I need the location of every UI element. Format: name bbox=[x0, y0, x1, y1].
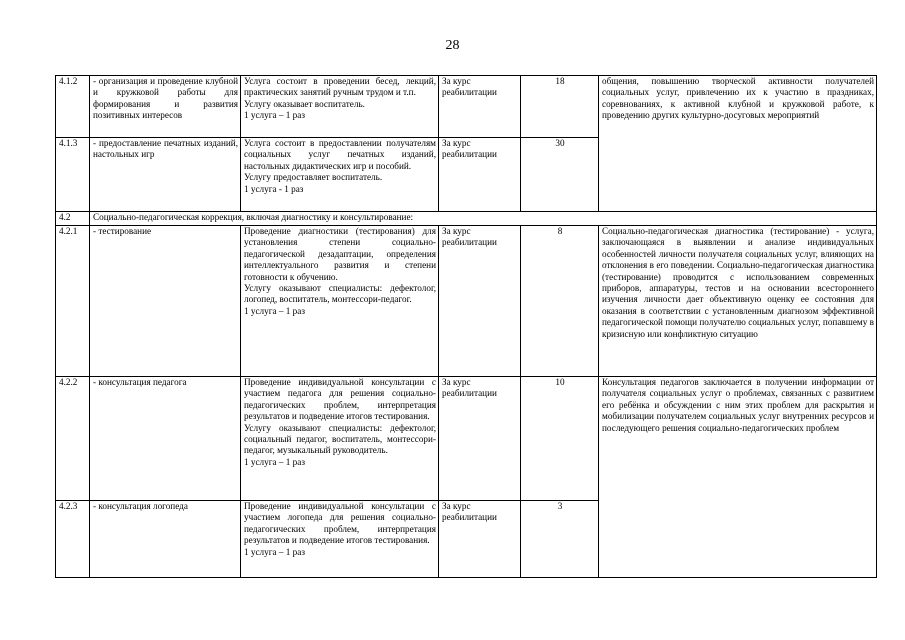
section-row bbox=[56, 212, 877, 226]
description-provider: Услугу оказывает воспитатель. bbox=[244, 98, 365, 109]
description-text: Проведение диагностики (тестирования) для установления степени социально-педагогической дезадаптации, определения интеллектуального развития и степени готовности к обучению. bbox=[244, 226, 436, 282]
service-note: Социально-педагогическая диагностика (тестирование) - услуга, заключающаяся в выявлении и анализе индивидуальных особенностей личности получателя социальных услуг, влияющих на отклонения в его поведении. Социально-педагогическая диагностика (тестирование) проводится с использованием современных приборов, аппаратуры, тестов и на основании всестороннего изучения личности дает объективную оценку ее состояния для оказания в соответствии с установленным диагнозом эффективной педагогической помощи получателю социальных услуг, попавшему в кризисную или конфликтную ситуацию bbox=[599, 226, 877, 377]
service-note: Консультация педагогов заключается в получении информации от получателя социальных услуг о проблемах, связанных с развитием его ребёнка и обсуждении с ним этих проблем для раскрытия и мобилизации получателем социальных услуг внутренних ресурсов и последующего решения социально-педагогических проблем bbox=[599, 377, 877, 578]
service-term: За курс реабилитации bbox=[439, 501, 521, 578]
row-number: 4.2.3 bbox=[56, 501, 90, 578]
description-unit: 1 услуга - 1 раз bbox=[244, 183, 304, 194]
service-description bbox=[241, 138, 439, 212]
service-term: За курс реабилитации bbox=[439, 226, 521, 377]
service-name: - тестирование bbox=[90, 226, 241, 377]
service-count: 10 bbox=[521, 377, 599, 501]
section-title: Социально-педагогическая коррекция, включая диагностику и консультирование: bbox=[90, 212, 877, 226]
service-name: - предоставление печатных изданий, настольных игр bbox=[90, 138, 241, 212]
description-provider: Услугу оказывают специалисты: дефектолог, логопед, воспитатель, монтессори-педагог. bbox=[244, 283, 436, 305]
service-description bbox=[241, 377, 439, 501]
table-row bbox=[56, 377, 877, 501]
service-term: За курс реабилитации bbox=[439, 377, 521, 501]
services-table bbox=[55, 75, 877, 578]
description-unit: 1 услуга – 1 раз bbox=[244, 110, 305, 121]
section-number: 4.2 bbox=[56, 212, 90, 226]
table-row bbox=[56, 76, 877, 138]
service-count: 30 bbox=[521, 138, 599, 212]
row-number: 4.2.1 bbox=[56, 226, 90, 377]
service-note: общения, повышению творческой активности получателей социальных услуг, привлечению их к участию в праздниках, соревнованиях, к активной клубной и кружковой работе, к проведению других культурно-досуговых мероприятий bbox=[599, 76, 877, 212]
description-text: Проведение индивидуальной консультации с участием логопеда для решения социально-педагогических проблем, интерпретация результатов и подведение итогов тестирования. bbox=[244, 501, 436, 546]
description-text: Услуга состоит в предоставлении получателям социальных услуг печатных изданий, настольных дидактических игр и пособий. bbox=[244, 138, 436, 171]
row-number: 4.2.2 bbox=[56, 377, 90, 501]
service-count: 8 bbox=[521, 226, 599, 377]
description-unit: 1 услуга – 1 раз bbox=[244, 456, 305, 467]
row-number: 4.1.3 bbox=[56, 138, 90, 212]
service-description bbox=[241, 76, 439, 138]
service-name: - консультация педагога bbox=[90, 377, 241, 501]
service-description bbox=[241, 501, 439, 578]
service-name: - консультация логопеда bbox=[90, 501, 241, 578]
service-count: 18 bbox=[521, 76, 599, 138]
table-row bbox=[56, 226, 877, 377]
service-name: - организация и проведение клубной и кружковой работы для формирования и развития позитивных интересов bbox=[90, 76, 241, 138]
description-text: Услуга состоит в проведении бесед, лекций, практических занятий ручным трудом и т.п. bbox=[244, 76, 436, 98]
service-term: За курс реабилитации bbox=[439, 138, 521, 212]
row-number: 4.1.2 bbox=[56, 76, 90, 138]
description-provider: Услугу оказывают специалисты: дефектолог, социальный педагог, воспитатель, монтессори-педагог, музыкальный руководитель. bbox=[244, 422, 436, 456]
service-term: За курс реабилитации bbox=[439, 76, 521, 138]
service-count: 3 bbox=[521, 501, 599, 578]
page-number: 28 bbox=[445, 38, 460, 53]
description-unit: 1 услуга – 1 раз bbox=[244, 546, 305, 557]
description-unit: 1 услуга – 1 раз bbox=[244, 305, 305, 316]
description-text: Проведение индивидуальной консультации с участием педагога для решения социально-педагогических проблем, интерпретация результатов и подведение итогов тестирования. bbox=[244, 377, 436, 422]
description-provider: Услугу предоставляет воспитатель. bbox=[244, 172, 383, 183]
service-description bbox=[241, 226, 439, 377]
